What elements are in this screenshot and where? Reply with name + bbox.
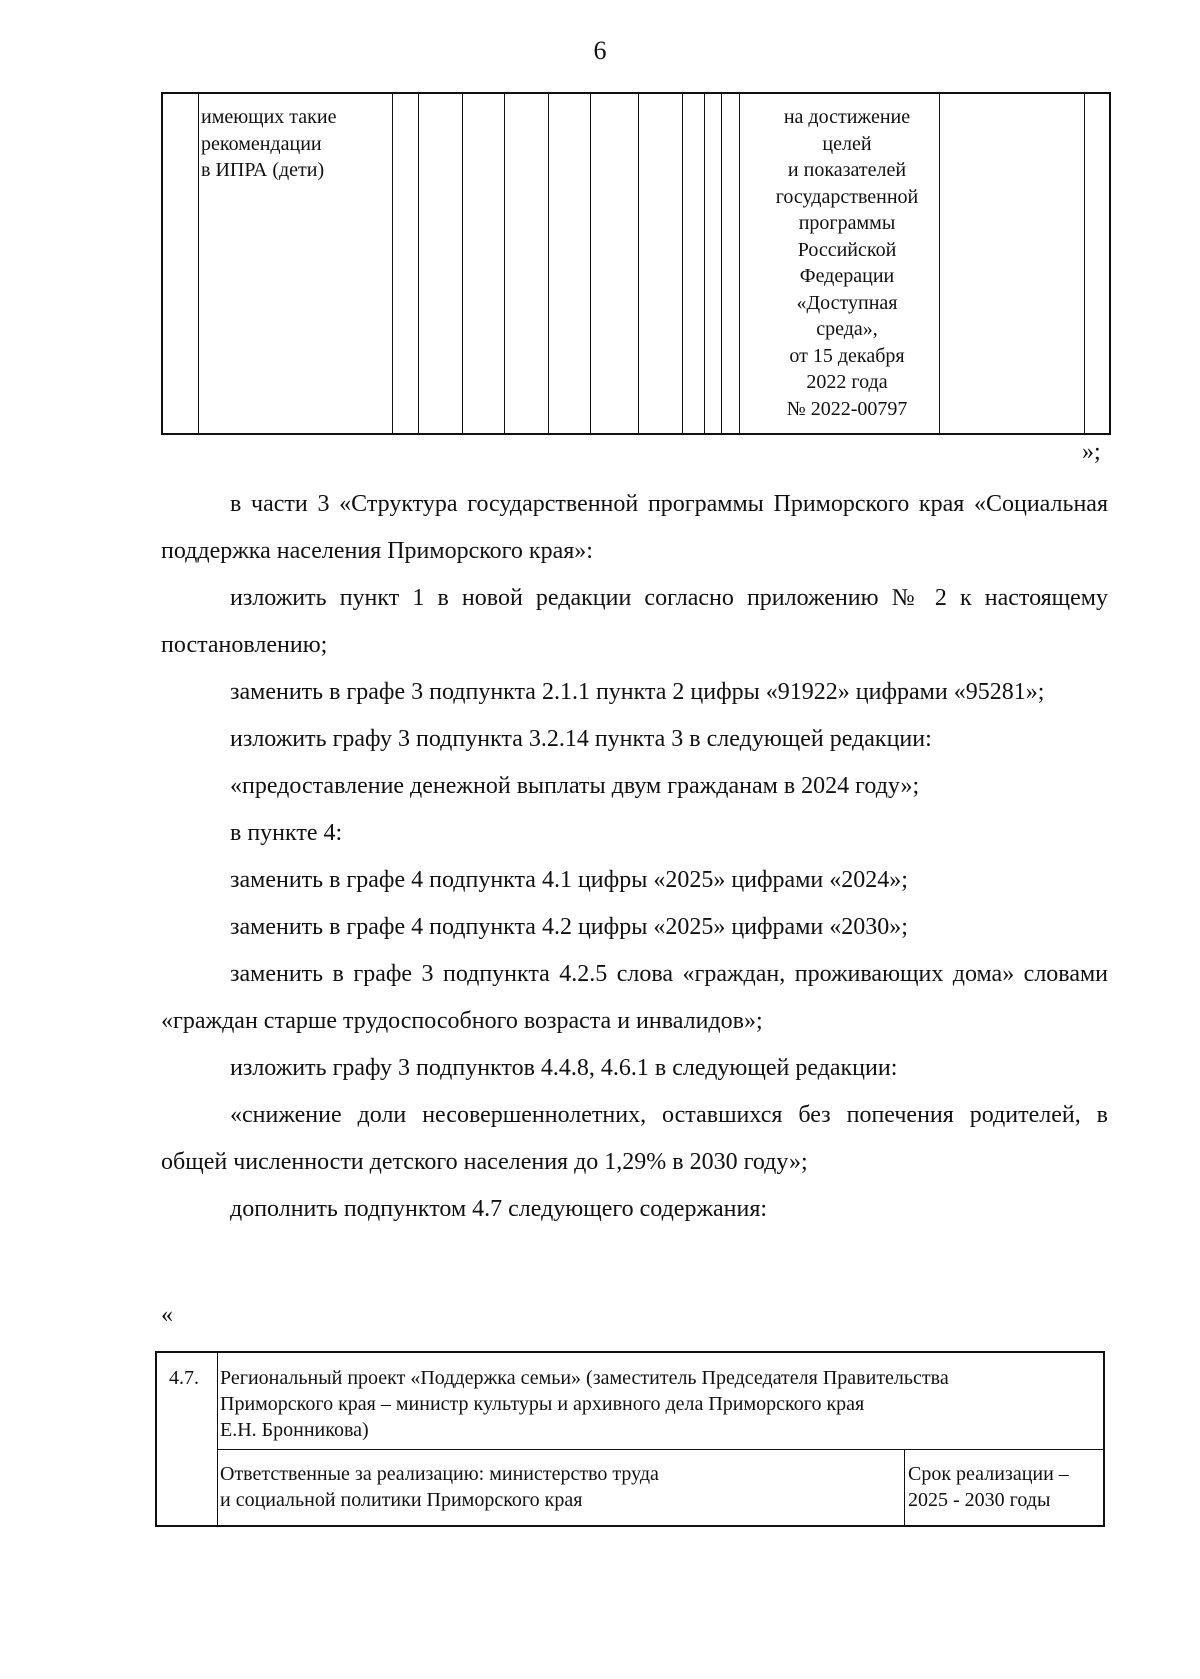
paragraph: изложить пункт 1 в новой редакции согласно приложению № 2 к настоящему постановлению;: [161, 585, 1108, 658]
table-column-divider: [504, 94, 505, 433]
page-number: 6: [593, 36, 607, 65]
table-column-divider: [217, 1353, 218, 1525]
table-column-divider: [721, 94, 722, 433]
paragraph: заменить в графе 4 подпункта 4.2 цифры «2025» цифрами «2030»;: [230, 914, 908, 940]
paragraph: заменить в графе 3 подпункта 2.1.1 пункта 2 цифры «91922» цифрами «95281»;: [230, 679, 1045, 705]
cell-line: в ИПРА (дети): [201, 159, 325, 181]
cell-line: Российской: [797, 238, 897, 261]
table-column-divider: [418, 94, 419, 433]
paragraph: в части 3 «Структура государственной программы Приморского края «Социальная поддержка населения Приморского края»:: [161, 491, 1108, 564]
cell-line: рекомендации: [201, 132, 322, 155]
cell-line: № 2022-00797: [786, 397, 908, 420]
paragraph: дополнить подпунктом 4.7 следующего содержания:: [230, 1196, 768, 1222]
project-title-cell: [220, 1365, 1090, 1443]
subitem-number: 4.7.: [169, 1367, 199, 1389]
cell-line: имеющих такие: [201, 106, 337, 128]
cell-line: Региональный проект «Поддержка семьи» (заместитель Председателя Правительства: [220, 1367, 949, 1389]
cell-line: Е.Н. Бронникова): [220, 1419, 369, 1441]
cell-line: среда»,: [816, 318, 878, 340]
paragraph: заменить в графе 4 подпункта 4.1 цифры «2025» цифрами «2024»;: [230, 867, 908, 893]
cell-line: Срок реализации –: [908, 1463, 1069, 1485]
cell-line: и социальной политики Приморского края: [220, 1489, 583, 1511]
table-column-divider: [739, 94, 740, 433]
cell-line: и показателей: [787, 159, 907, 181]
subitem-number-cell: [157, 1353, 217, 1525]
cell-line: «Доступная: [796, 291, 898, 314]
closing-quote: »;: [1082, 439, 1101, 465]
cell-line: Приморского края – министр культуры и архивного дела Приморского края: [220, 1393, 865, 1415]
paragraph: «предоставление денежной выплаты двум гражданам в 2024 году»;: [230, 773, 920, 799]
subitem-table: [155, 1351, 1105, 1527]
table-column-divider: [682, 94, 683, 433]
cell-line: от 15 декабря: [789, 344, 905, 367]
paragraph: в пункте 4:: [230, 820, 343, 846]
responsible-cell: [220, 1461, 900, 1513]
table-row-divider: [217, 1449, 1103, 1450]
paragraph: изложить графу 3 подпункта 3.2.14 пункта 3 в следующей редакции:: [230, 726, 932, 752]
link-cell: [757, 104, 937, 422]
cell-line: Ответственные за реализацию: министерство труда: [220, 1463, 659, 1485]
table-column-divider: [904, 1449, 905, 1525]
document-body: [161, 481, 1108, 1233]
table-column-divider: [590, 94, 591, 433]
table-column-divider: [638, 94, 639, 433]
table-column-divider: [1084, 94, 1085, 433]
cell-line: программы: [798, 212, 896, 234]
cell-line: 2022 года: [806, 371, 888, 393]
table-column-divider: [462, 94, 463, 433]
term-cell: [908, 1461, 1098, 1513]
cell-line: целей: [822, 132, 872, 155]
opening-quote: «: [161, 1302, 173, 1328]
cell-line: Федерации: [799, 265, 895, 287]
paragraph: «снижение доли несовершеннолетних, оставшихся без попечения родителей, в общей численности детского населения до 1,29% в 2030 году»;: [161, 1102, 1108, 1175]
cell-line: государственной: [775, 185, 919, 208]
table-column-divider: [548, 94, 549, 433]
paragraph: изложить графу 3 подпунктов 4.4.8, 4.6.1 в следующей редакции:: [230, 1055, 898, 1081]
paragraph: заменить в графе 3 подпункта 4.2.5 слова «граждан, проживающих дома» словами «граждан старше трудоспособного возраста и инвалидов»;: [161, 961, 1108, 1034]
table-column-divider: [939, 94, 940, 433]
cell-line: 2025 - 2030 годы: [908, 1489, 1051, 1511]
cell-line: на достижение: [783, 106, 911, 128]
table-column-divider: [198, 94, 199, 433]
continuation-table: [161, 92, 1111, 435]
indicator-cell: [201, 104, 401, 184]
table-column-divider: [704, 94, 705, 433]
